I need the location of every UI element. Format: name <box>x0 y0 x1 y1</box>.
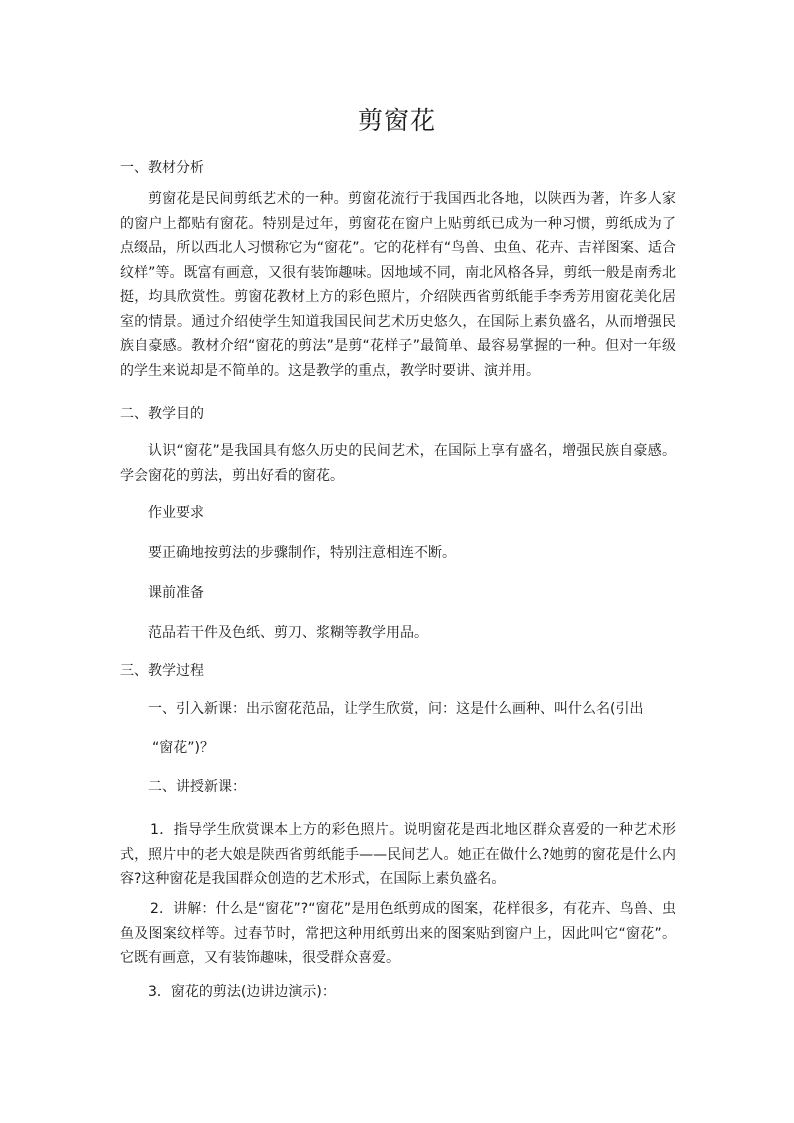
process-item-2: 2．讲解：什么是“窗花”?“窗花”是用色纸剪成的图案，花样很多，有花卉、鸟兽、虫鱼及图案纹样等。过春节时，常把这种用纸剪出来的图案贴到窗户上，因此叫它“窗花”。它既有画意，又有装饰趣味，很受群众喜爱。 <box>120 901 676 966</box>
section-heading-analysis: 一、教材分析 <box>120 160 204 176</box>
document-title: 剪窗花 <box>357 106 436 135</box>
goals-paragraph: 认识“窗花”是我国具有悠久历史的民间艺术，在国际上享有盛名，增强民族自豪感。学会窗花的剪法，剪出好看的窗花。 <box>120 443 676 484</box>
prep-text: 范品若干件及色纸、剪刀、浆糊等教学用品。 <box>148 625 428 641</box>
analysis-paragraph: 剪窗花是民间剪纸艺术的一种。剪窗花流行于我国西北各地，以陕西为著，许多人家的窗户上都贴有窗花。特别是过年，剪窗花在窗户上贴剪纸已成为一种习惯，剪纸成为了点缀品，所以西北人习惯称它为“窗花”。它的花样有“鸟兽、虫鱼、花卉、吉祥图案、适合纹样”等。既富有画意，又很有装饰趣味。因地域不同，南北风格各异，剪纸一般是南秀北挺，均具欣赏性。剪窗花教材上方的彩色照片，介绍陕西省剪纸能手李秀芳用窗花美化居室的情景。通过介绍使学生知道我国民间艺术历史悠久，在国际上素负盛名，从而增强民族自豪感。教材介绍“窗花的剪法”是剪“花样子”最简单、最容易掌握的一种。但对一年级的学生来说却是不简单的。这是教学的重点，教学时要讲、演并用。 <box>120 191 676 379</box>
process-item-1: 1．指导学生欣赏课本上方的彩色照片。说明窗花是西北地区群众喜爱的一种艺术形式，照片中的老大娘是陕西省剪纸能手——民间艺人。她正在做什么?她剪的窗花是什么内容?这种窗花是我国群众创造的艺术形式，在国际上素负盛名。 <box>120 822 676 887</box>
section-heading-goals: 二、教学目的 <box>120 406 204 422</box>
process-item-3: 3．窗花的剪法(边讲边演示)： <box>148 984 336 1000</box>
homework-label: 作业要求 <box>148 505 204 521</box>
section-heading-process: 三、教学过程 <box>120 663 204 679</box>
step1-line1: 一、引入新课：出示窗花范品，让学生欣赏，问：这是什么画种、叫什么名(引出 <box>148 701 644 717</box>
homework-text: 要正确地按剪法的步骤制作，特别注意相连不断。 <box>148 545 456 561</box>
step2-heading: 二、讲授新课： <box>148 779 246 795</box>
step1-line2: “窗花”)？ <box>152 740 214 756</box>
prep-label: 课前准备 <box>148 585 204 601</box>
